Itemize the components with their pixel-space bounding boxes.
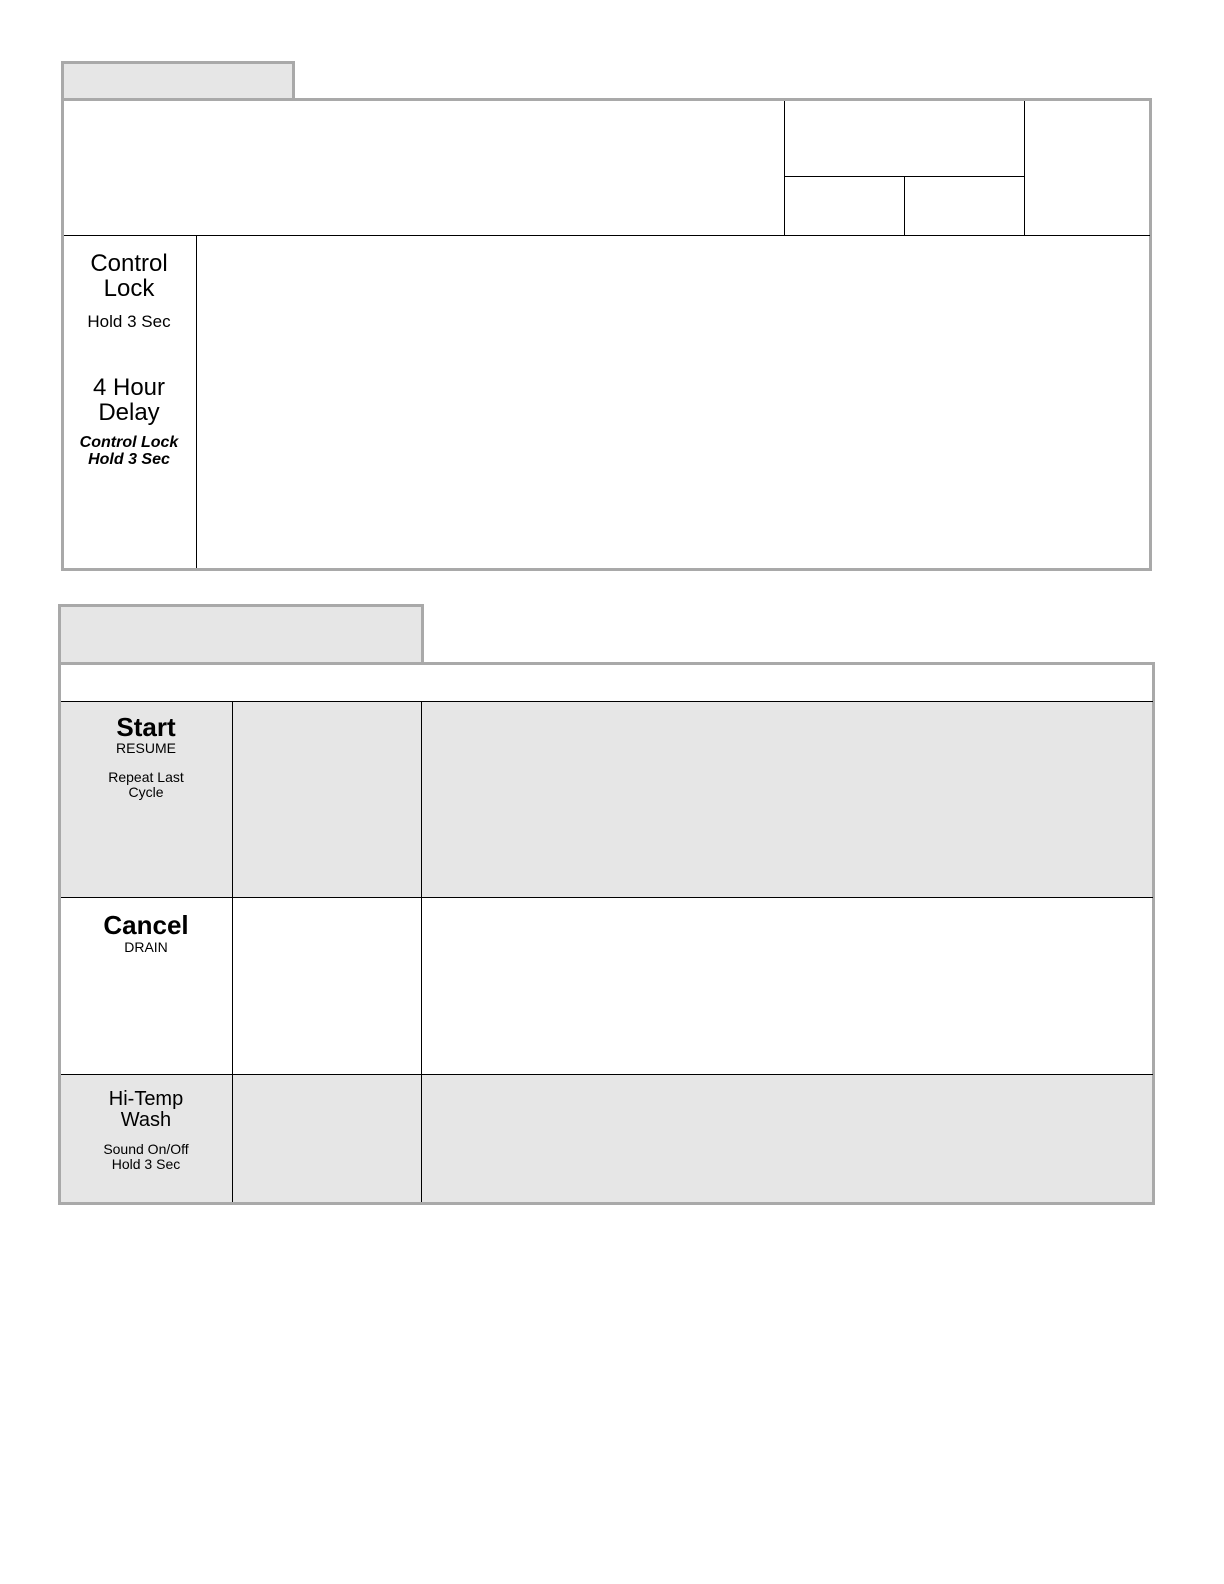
section2-row-rule-2: [61, 1074, 1153, 1075]
delay-label: 4 Hour Delay: [92, 374, 166, 427]
start-sub: RESUME: [116, 740, 176, 756]
start-label: Start: [116, 712, 176, 742]
start-extra: Repeat Last Cycle: [108, 769, 184, 800]
hitemp-label: Hi-Temp Wash: [108, 1088, 184, 1131]
control-lock-sub: Hold 3 Sec: [87, 312, 171, 331]
section1-col-divider-b: [1024, 101, 1025, 236]
section1-col-divider-a: [784, 101, 785, 236]
control-lock-label: Control Lock: [90, 250, 168, 303]
section1-left-col-divider: [196, 236, 197, 568]
section2-col-divider-2: [421, 702, 422, 1202]
section1-col-divider-c: [904, 176, 905, 236]
section1-frame: [61, 98, 1152, 571]
cancel-sub: DRAIN: [124, 939, 168, 955]
section1-header-rule: [64, 235, 1150, 236]
hitemp-sub: Sound On/Off Hold 3 Sec: [103, 1141, 189, 1172]
section2-header-rule: [61, 701, 1153, 702]
section2-col-divider-1: [232, 702, 233, 1202]
section1-tab: [61, 61, 295, 101]
section2-tab: [58, 604, 424, 665]
section2-row-rule-1: [61, 897, 1153, 898]
cancel-label: Cancel: [103, 910, 189, 940]
delay-sub: Control Lock Hold 3 Sec: [79, 434, 179, 468]
